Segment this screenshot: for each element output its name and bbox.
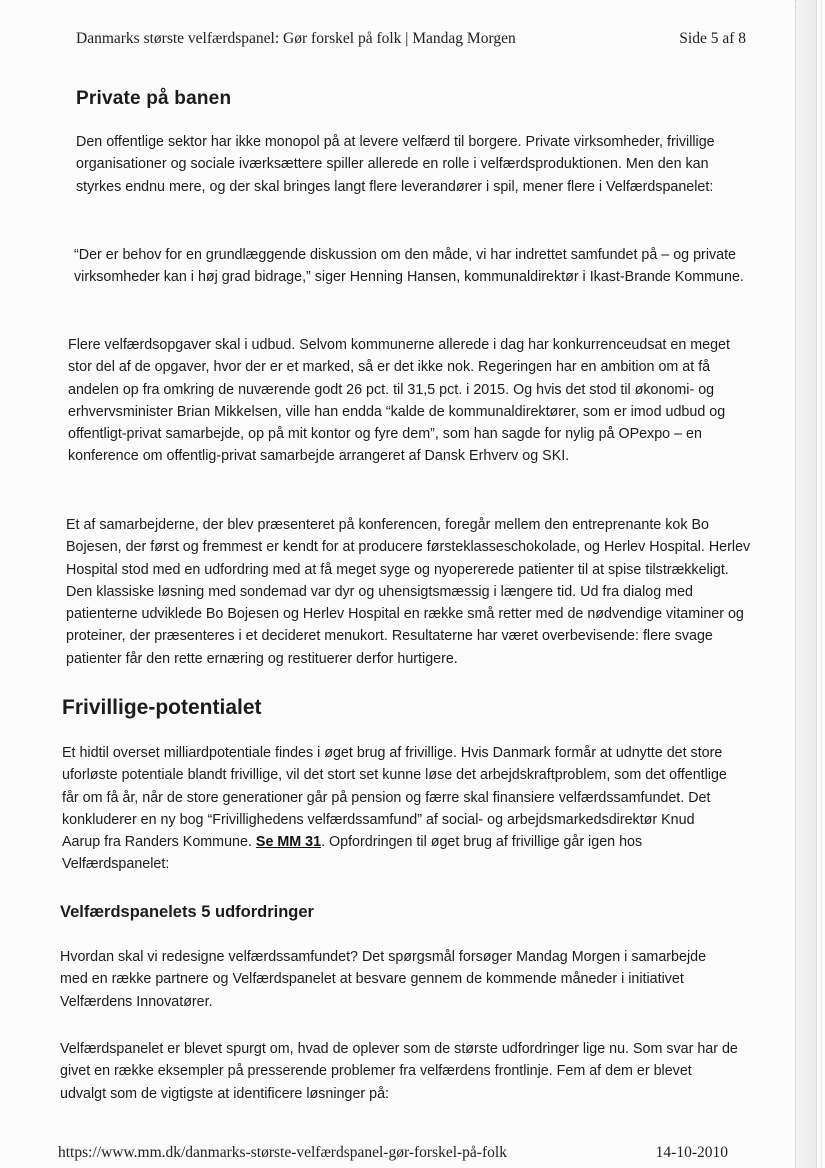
footer-url[interactable]: https://www.mm.dk/danmarks-største-velfærdspanel-gør-forskel-på-folk [58, 1144, 507, 1161]
header-title: Danmarks største velfærdspanel: Gør forskel på folk | Mandag Morgen [76, 30, 516, 47]
page-number: Side 5 af 8 [679, 30, 746, 47]
mm31-link[interactable]: Se MM 31 [255, 834, 322, 851]
heading-private: Private på banen [76, 88, 232, 109]
frivillige-text-before: Et hidtil overset milliardpotentiale findes i øget brug af frivillige. Hvis Danmark formår at udnytte det store uforløste potentiale blandt frivillige, vil det stort set kunne løse det arbejdskraftproblem, som det offentlige får om få år, når de store generationer går på pension og færre skal finansiere velfærdssamfundet. Det konkluderer en ny bog “Frivillighedens velfærdssamfund” af social- og arbejdsmarkedsdirektør Knud Aarup fra Randers Kommune. [62, 745, 727, 851]
scan-edge-line [821, 0, 822, 1168]
page-header [76, 30, 766, 52]
frivillige-text-after: . Opfordringen til øget brug af frivillige går igen hos Velfærdspanelet: [62, 834, 643, 873]
paragraph-private-3: Flere velfærdsopgaver skal i udbud. Selvom kommunerne allerede i dag har konkurrenceudsat en meget stor del af de opgaver, hvor der er et marked, så er det ikke nok. Regeringen har en ambition om at få andelen op fra omkring de nuværende godt 26 pct. til 31,5 pct. i 2015. Og hvis det stod til økonomi- og erhvervsminister Brian Mikkelsen, ville han endda “kalde de kommunaldirektører, som er imod udbud og offentligt-privat samarbejde, op på mit kontor og fyre dem”, som han sagde for nylig på OPexpo – en konference om offentlig-privat samarbejde arrangeret af Dansk Erhverv og SKI. [68, 337, 730, 465]
paragraph-private-quote: “Der er behov for en grundlæggende diskussion om den måde, vi har indrettet samfundet på – og private virksomheder kan i høj grad bidrage,” siger Henning Hansen, kommunaldirektør i Ikast-Brande Kommune. [74, 247, 744, 286]
heading-udfordringer: Velfærdspanelets 5 udfordringer [60, 903, 314, 921]
footer-date: 14-10-2010 [655, 1144, 728, 1161]
paragraph-private-4: Et af samarbejderne, der blev præsenteret på konferencen, foregår mellem den entreprenante kok Bo Bojesen, der først og fremmest er kendt for at producere førsteklasseschokolade, og Herlev Hospital. Herlev Hospital stod med en udfordring med at få meget syge og nyopererede patienter til at spise tilstrækkeligt. Den klassiske løsning med sondemad var dyr og uhensigtsmæssig i længere tid. Ud fra dialog med patienterne udviklede Bo Bojesen og Herlev Hospital en række små retter med de nødvendige vitaminer og proteiner, der præsenteres i et decideret menukort. Resultaterne har været overbevisende: flere svage patienter får den rette ernæring og restituerer derfor hurtigere. [66, 517, 751, 667]
scan-edge [795, 0, 817, 1168]
paragraph-udfordringer-1: Hvordan skal vi redesigne velfærdssamfundet? Det spørgsmål forsøger Mandag Morgen i samarbejde med en række partnere og Velfærdspanelet at besvare gennem de kommende måneder i initiativet Velfærdens Innovatører. [60, 949, 707, 1010]
paragraph-frivillige [62, 742, 732, 876]
paragraph-udfordringer-2: Velfærdspanelet er blevet spurgt om, hvad de oplever som de største udfordringer lige nu. Som svar har de givet en række eksempler på presserende problemer fra velfærdens frontlinje. Fem af dem er blevet udvalgt som de vigtigste at identificere løsninger på: [60, 1041, 738, 1102]
heading-frivillige: Frivillige-potentialet [62, 696, 262, 719]
paragraph-private-1: Den offentlige sektor har ikke monopol på at levere velfærd til borgere. Private virksomheder, frivillige organisationer og sociale iværksættere spiller allerede en rolle i velfærdsproduktionen. Men den kan styrkes endnu mere, og der skal bringes langt flere leverandører i spil, mener flere i Velfærdspanelet: [76, 134, 715, 195]
